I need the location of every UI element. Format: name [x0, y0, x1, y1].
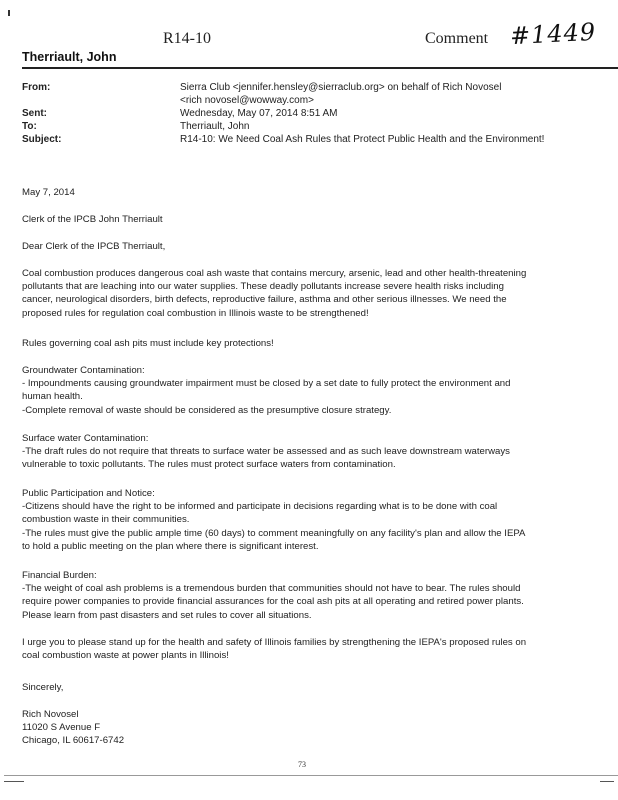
paragraph-line: Coal combustion produces dangerous coal ash waste that contains mercury, arsenic, lead and other health-threatening: [22, 268, 527, 279]
section-heading: Public Participation and Notice:: [22, 488, 155, 499]
participation-section: [22, 487, 582, 553]
sent-label: Sent:: [22, 108, 47, 119]
subject-value: R14-10: We Need Coal Ash Rules that Protect Public Health and the Environment!: [180, 134, 545, 145]
signature-name: Rich Novosel: [22, 709, 79, 720]
to-label: To:: [22, 121, 37, 132]
comment-label: Comment: [425, 30, 489, 47]
scan-dash: [4, 781, 24, 782]
paragraph-line: combustion waste in their communities.: [22, 514, 190, 526]
groundwater-section: [22, 364, 582, 417]
paragraph-line: -Complete removal of waste should be considered as the presumptive closure strategy.: [22, 404, 392, 416]
section-heading: Groundwater Contamination:: [22, 365, 145, 376]
paragraph-line: Please learn from past disasters and set rules to cover all situations.: [22, 609, 312, 621]
signoff: Sincerely,: [22, 682, 64, 693]
financial-section: [22, 569, 582, 622]
paragraph-line: I urge you to please stand up for the health and safety of Illinois families by strengthening the IEPA's proposed rules on: [22, 637, 527, 648]
letter-salutation: Dear Clerk of the IPCB Therriault,: [22, 241, 166, 252]
subject-label: Subject:: [22, 134, 62, 145]
paragraph-line: vulnerable to toxic pollutants. The rules must protect surface waters from contamination.: [22, 459, 396, 471]
paragraph-line: to hold a public meeting on the plan where there is significant interest.: [22, 540, 319, 552]
paragraph-line: -The weight of coal ash problems is a tremendous burden that communities should not have to bear. The rules should: [22, 583, 521, 595]
footer-rule: [4, 775, 618, 776]
signature-address: 11020 S Avenue F: [22, 722, 101, 734]
to-value: Therriault, John: [180, 121, 250, 132]
letter-addressee: Clerk of the IPCB John Therriault: [22, 214, 163, 225]
from-value-line2: <rich novosel@wowway.com>: [180, 95, 314, 106]
signature-city: Chicago, IL 60617-6742: [22, 735, 125, 747]
from-value-line1: Sierra Club <jennifer.hensley@sierraclub.org> on behalf of Rich Novosel: [180, 82, 502, 93]
page-number: 73: [298, 760, 306, 769]
paragraph-line: proposed rules for regulation coal combustion in Illinois waste to be strengthened!: [22, 307, 369, 319]
surface-water-section: [22, 432, 582, 472]
paragraph-line: -The draft rules do not require that threats to surface water be assessed and as such leave downstream waterways: [22, 446, 510, 458]
recipient-name-header: Therriault, John: [22, 50, 117, 64]
docket-number: R14-10: [163, 30, 211, 47]
paragraph-line: human health.: [22, 391, 83, 403]
section-heading: Surface water Contamination:: [22, 433, 149, 444]
paragraph-line: - Impoundments causing groundwater impairment must be closed by a set date to fully protect the environment and: [22, 378, 511, 390]
scan-mark: [8, 10, 10, 16]
rules-line: Rules governing coal ash pits must include key protections!: [22, 338, 274, 349]
paragraph-line: cancer, neurological disorders, birth defects, reproductive failure, asthma and other serious illnesses. We need the: [22, 294, 507, 306]
sent-value: Wednesday, May 07, 2014 8:51 AM: [180, 108, 338, 119]
handwritten-comment-number: #1449: [509, 17, 597, 51]
letter-date: May 7, 2014: [22, 187, 75, 198]
paragraph-line: pollutants that are leaching into our water supplies. These deadly pollutants increase severe health risks including: [22, 281, 504, 293]
intro-paragraph: [22, 267, 582, 320]
paragraph-line: -Citizens should have the right to be informed and participate in decisions regarding what is to be done with coal: [22, 501, 498, 513]
paragraph-line: require power companies to provide financial assurances for the coal ash pits at all operating and retired power plants.: [22, 596, 524, 608]
signature-block: [22, 708, 582, 748]
paragraph-line: coal combustion waste at power plants in Illinois!: [22, 650, 229, 662]
paragraph-line: -The rules must give the public ample time (60 days) to comment meaningfully on any facility's plan and allow the IEPA: [22, 527, 526, 539]
section-heading: Financial Burden:: [22, 570, 97, 581]
closing-paragraph: [22, 636, 582, 662]
scan-dash: [600, 781, 614, 782]
header-rule: [22, 67, 618, 69]
from-label: From:: [22, 82, 51, 93]
